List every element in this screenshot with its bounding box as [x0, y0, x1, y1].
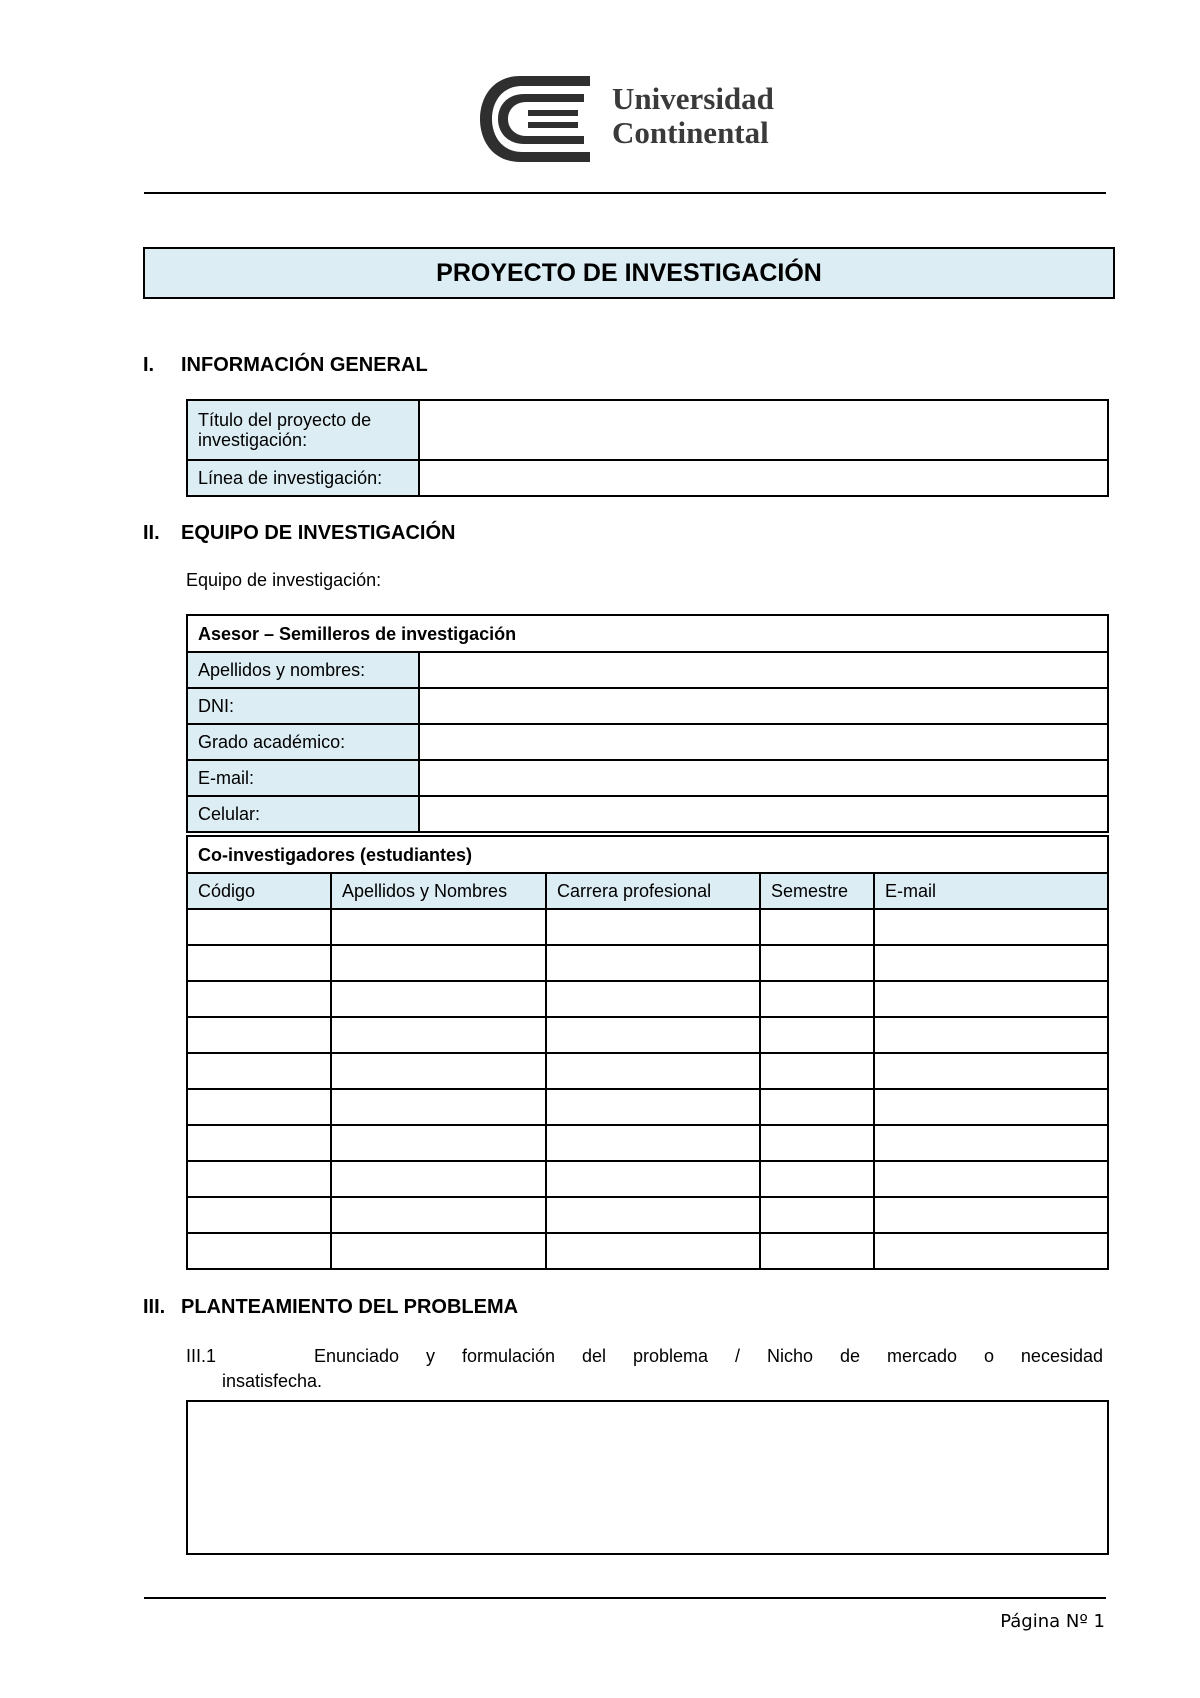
co-investigator-cell[interactable] [874, 1053, 1108, 1089]
co-investigators-header: Co-investigadores (estudiantes) [187, 836, 1108, 873]
co-investigators-body [187, 909, 1108, 1269]
co-investigator-cell[interactable] [187, 1053, 331, 1089]
logo-line-1: Universidad [612, 81, 774, 116]
table-row [187, 909, 1108, 945]
column-header-names: Apellidos y Nombres [331, 873, 546, 909]
co-investigator-cell[interactable] [331, 1053, 546, 1089]
section-number: II. [143, 522, 160, 544]
advisor-phone-label: Celular: [187, 796, 419, 832]
co-investigator-cell[interactable] [331, 1089, 546, 1125]
table-row [187, 760, 1108, 796]
co-investigator-cell[interactable] [874, 1161, 1108, 1197]
team-intro: Equipo de investigación: [186, 570, 382, 590]
co-investigator-cell[interactable] [546, 1089, 760, 1125]
section-number: III. [143, 1296, 166, 1318]
project-title-label: Título del proyecto de investigación: [187, 400, 419, 460]
co-investigator-cell[interactable] [760, 909, 874, 945]
co-investigator-cell[interactable] [760, 1233, 874, 1269]
problem-statement-item [186, 1346, 1103, 1392]
table-row [187, 796, 1108, 832]
co-investigators-table [186, 835, 1109, 1270]
table-row [187, 400, 1108, 460]
co-investigator-cell[interactable] [874, 945, 1108, 981]
advisor-degree-field[interactable] [419, 724, 1108, 760]
co-investigator-cell[interactable] [760, 981, 874, 1017]
co-investigator-cell[interactable] [760, 1053, 874, 1089]
continental-logo-icon [480, 74, 590, 164]
table-row [187, 1197, 1108, 1233]
table-row [187, 1053, 1108, 1089]
co-investigator-cell[interactable] [187, 1161, 331, 1197]
header-divider [144, 192, 1106, 194]
logo-line-2: Continental [612, 115, 769, 150]
co-investigator-cell[interactable] [187, 1233, 331, 1269]
co-investigator-cell[interactable] [187, 909, 331, 945]
co-investigator-cell[interactable] [546, 945, 760, 981]
advisor-header: Asesor – Semilleros de investigación [187, 615, 1108, 652]
university-logo [480, 74, 780, 164]
co-investigator-cell[interactable] [874, 1233, 1108, 1269]
co-investigator-cell[interactable] [874, 909, 1108, 945]
co-investigator-cell[interactable] [760, 1197, 874, 1233]
section-title: EQUIPO DE INVESTIGACIÓN [181, 522, 456, 544]
co-investigator-cell[interactable] [546, 1233, 760, 1269]
general-info-table [186, 399, 1109, 497]
co-investigator-cell[interactable] [331, 1161, 546, 1197]
table-row [187, 1017, 1108, 1053]
co-investigator-cell[interactable] [187, 1017, 331, 1053]
table-row [187, 652, 1108, 688]
advisor-degree-label: Grado académico: [187, 724, 419, 760]
table-row [187, 836, 1108, 873]
co-investigator-cell[interactable] [187, 1089, 331, 1125]
research-line-label: Línea de investigación: [187, 460, 419, 496]
co-investigator-cell[interactable] [760, 1089, 874, 1125]
co-investigator-cell[interactable] [546, 981, 760, 1017]
section-3-heading [143, 1296, 518, 1319]
item-text-line-1: Enunciado y formulación del problema / Nicho de mercado o necesidad [314, 1346, 1103, 1366]
co-investigator-cell[interactable] [546, 1197, 760, 1233]
advisor-name-field[interactable] [419, 652, 1108, 688]
co-investigator-cell[interactable] [187, 1125, 331, 1161]
section-title: INFORMACIÓN GENERAL [181, 354, 428, 376]
co-investigator-cell[interactable] [187, 981, 331, 1017]
table-row [187, 1125, 1108, 1161]
logo-wordmark [612, 82, 774, 150]
co-investigator-cell[interactable] [331, 981, 546, 1017]
table-row [187, 945, 1108, 981]
table-row [187, 981, 1108, 1017]
co-investigator-cell[interactable] [331, 1233, 546, 1269]
co-investigator-cell[interactable] [546, 909, 760, 945]
advisor-email-label: E-mail: [187, 760, 419, 796]
column-header-email: E-mail [874, 873, 1108, 909]
advisor-table [186, 614, 1109, 833]
item-text-line-2: insatisfecha. [222, 1371, 323, 1391]
section-2-heading [143, 522, 455, 545]
co-investigator-cell[interactable] [760, 1017, 874, 1053]
document-title: PROYECTO DE INVESTIGACIÓN [436, 258, 822, 287]
co-investigator-cell[interactable] [546, 1161, 760, 1197]
section-title: PLANTEAMIENTO DEL PROBLEMA [181, 1296, 519, 1318]
research-line-field[interactable] [419, 460, 1108, 496]
table-row [187, 1089, 1108, 1125]
co-investigator-cell[interactable] [187, 945, 331, 981]
co-investigator-cell[interactable] [331, 909, 546, 945]
co-investigator-cell[interactable] [546, 1053, 760, 1089]
co-investigator-cell[interactable] [546, 1017, 760, 1053]
page-number: Página Nº 1 [1000, 1611, 1105, 1632]
co-investigator-cell[interactable] [874, 1089, 1108, 1125]
table-header-row [187, 873, 1108, 909]
advisor-dni-label: DNI: [187, 688, 419, 724]
table-row [187, 460, 1108, 496]
co-investigator-cell[interactable] [874, 1197, 1108, 1233]
table-row [187, 688, 1108, 724]
co-investigator-cell[interactable] [760, 1125, 874, 1161]
section-number: I. [143, 354, 155, 376]
project-title-field[interactable] [419, 400, 1108, 460]
footer-divider [144, 1597, 1106, 1599]
column-header-code: Código [187, 873, 331, 909]
co-investigator-cell[interactable] [760, 945, 874, 981]
table-row [187, 1233, 1108, 1269]
column-header-semester: Semestre [760, 873, 874, 909]
advisor-dni-field[interactable] [419, 688, 1108, 724]
problem-statement-field[interactable] [186, 1400, 1109, 1555]
column-header-career: Carrera profesional [546, 873, 760, 909]
co-investigator-cell[interactable] [331, 1197, 546, 1233]
co-investigator-cell[interactable] [874, 1125, 1108, 1161]
co-investigator-cell[interactable] [331, 945, 546, 981]
co-investigator-cell[interactable] [874, 1017, 1108, 1053]
co-investigator-cell[interactable] [331, 1017, 546, 1053]
co-investigator-cell[interactable] [874, 981, 1108, 1017]
document-title-box [143, 247, 1115, 299]
co-investigator-cell[interactable] [760, 1161, 874, 1197]
co-investigator-cell[interactable] [187, 1197, 331, 1233]
item-number: III.1 [186, 1346, 217, 1366]
table-row [187, 1161, 1108, 1197]
advisor-email-field[interactable] [419, 760, 1108, 796]
problem-statement-line-1 [186, 1346, 1103, 1367]
section-1-heading [143, 354, 428, 377]
table-row [187, 724, 1108, 760]
co-investigator-cell[interactable] [331, 1125, 546, 1161]
table-row [187, 615, 1108, 652]
advisor-name-label: Apellidos y nombres: [187, 652, 419, 688]
co-investigator-cell[interactable] [546, 1125, 760, 1161]
advisor-phone-field[interactable] [419, 796, 1108, 832]
